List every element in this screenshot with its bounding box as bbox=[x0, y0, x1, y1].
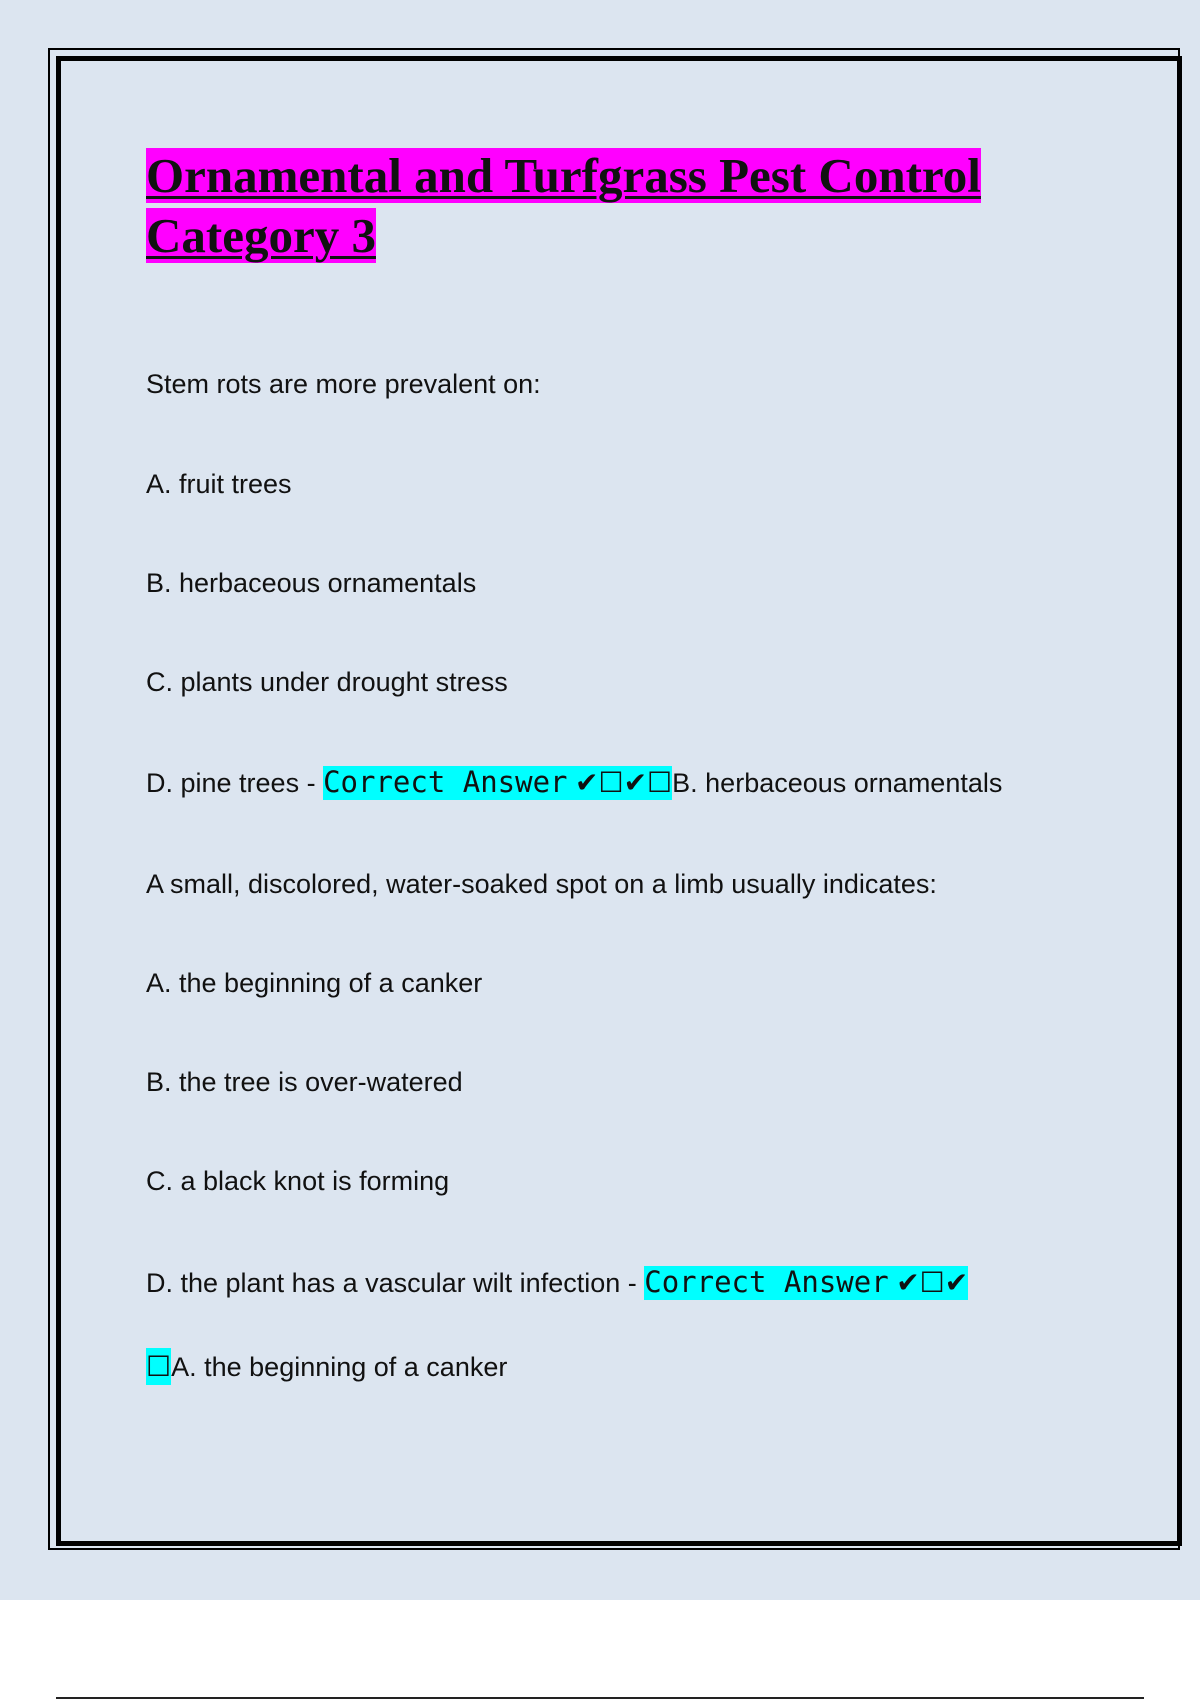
question-2-answer-marks-cont: ☐ bbox=[146, 1350, 172, 1383]
question-2-prompt: A small, discolored, water-soaked spot on a limb usually indicates: bbox=[146, 869, 937, 899]
question-1-option-b: B. herbaceous ornamentals bbox=[146, 568, 477, 598]
question-1-option-d: D. pine trees - bbox=[146, 768, 324, 798]
question-2-option-d-row bbox=[146, 1264, 968, 1301]
question-1-answer-text: B. herbaceous ornamentals bbox=[672, 768, 1003, 798]
question-2-option-b: B. the tree is over-watered bbox=[146, 1067, 463, 1097]
question-2-option-c: C. a black knot is forming bbox=[146, 1166, 450, 1196]
document-content bbox=[146, 146, 1106, 266]
question-1-answer-marks: ✔☐✔☐ bbox=[575, 766, 673, 799]
question-1-option-d-row bbox=[146, 764, 1002, 801]
question-2-answer-label: Correct Answer bbox=[644, 1265, 889, 1299]
page-border-inner bbox=[56, 56, 1182, 1546]
question-1-prompt: Stem rots are more prevalent on: bbox=[146, 369, 541, 399]
question-2-answer-row bbox=[146, 1349, 507, 1385]
document-title-text: Ornamental and Turfgrass Pest Control Category 3 bbox=[146, 148, 981, 263]
question-1-answer-highlight bbox=[323, 766, 672, 800]
question-2-option-a: A. the beginning of a canker bbox=[146, 968, 483, 998]
document-title bbox=[146, 146, 1106, 266]
question-2-answer-text: A. the beginning of a canker bbox=[171, 1352, 508, 1382]
question-1-option-a: A. fruit trees bbox=[146, 469, 292, 499]
question-1-option-c: C. plants under drought stress bbox=[146, 667, 508, 697]
question-2-option-d: D. the plant has a vascular wilt infection - bbox=[146, 1268, 645, 1298]
footer-rule bbox=[56, 1697, 1144, 1699]
question-2-answer-highlight bbox=[644, 1266, 968, 1300]
question-1-answer-label: Correct Answer bbox=[323, 765, 568, 799]
question-2-answer-marks: ✔☐✔ bbox=[896, 1266, 969, 1299]
